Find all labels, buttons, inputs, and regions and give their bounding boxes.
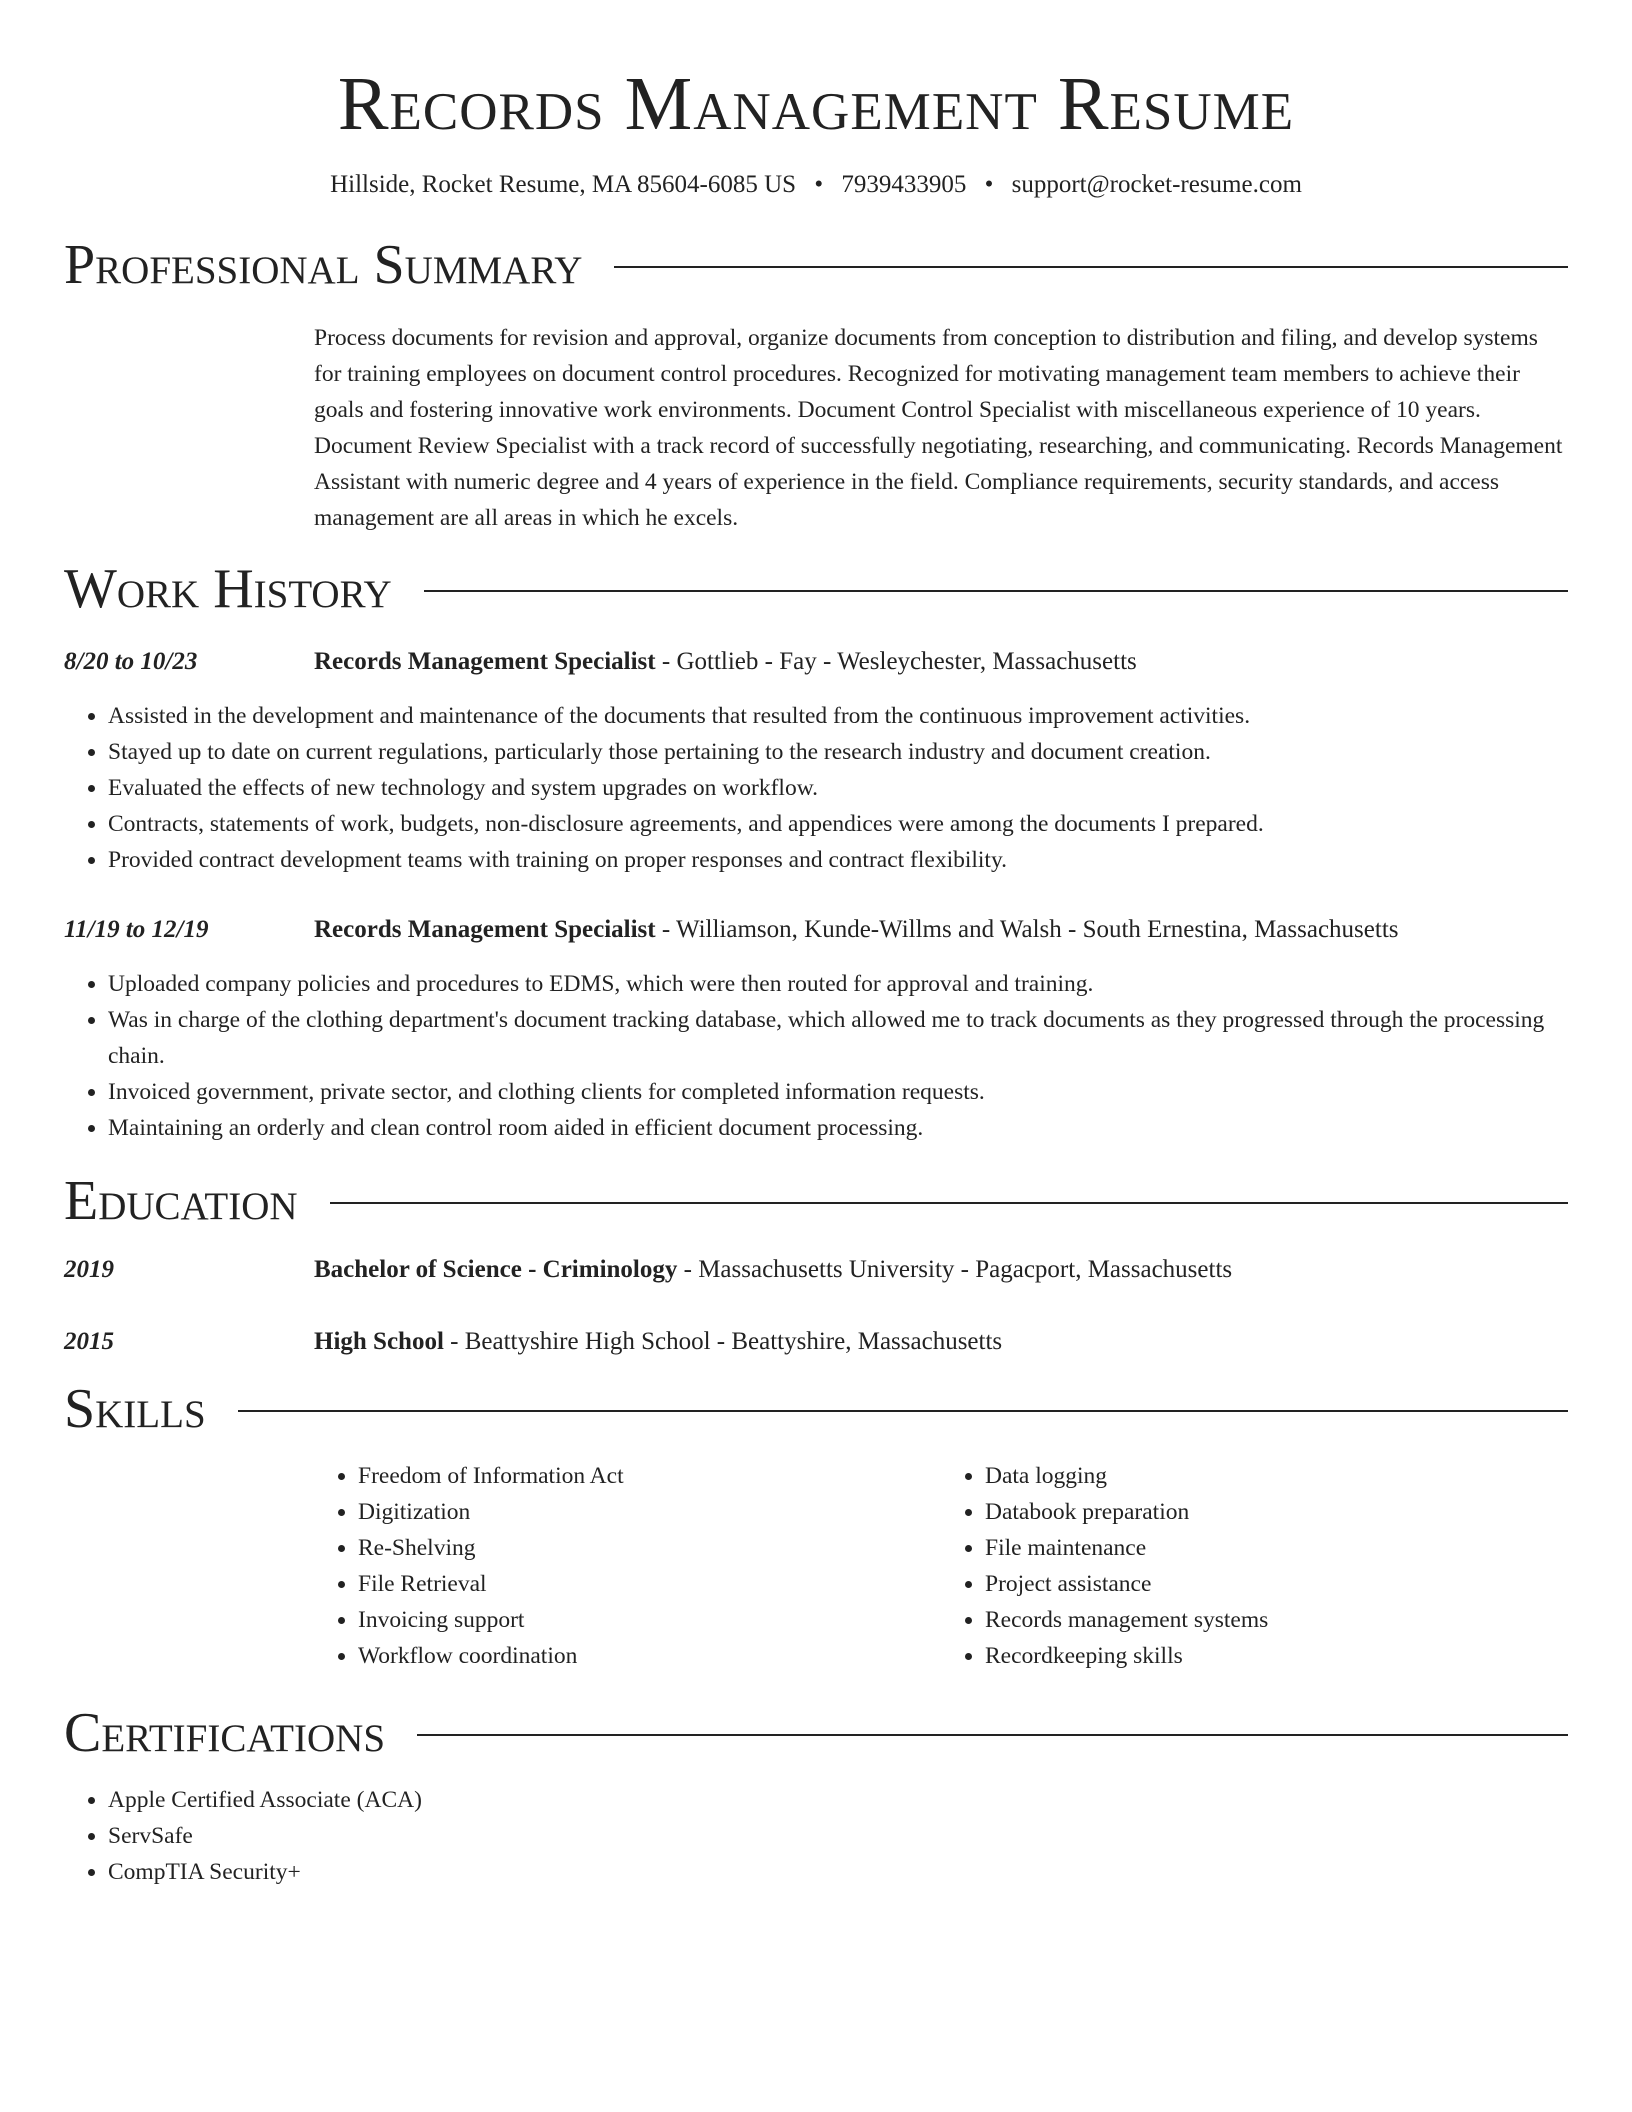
section-education-header xyxy=(64,1168,1568,1234)
list-item: • Stayed up to date on current regulations, particularly those pertaining to the research industry and document creation. xyxy=(108,734,1568,770)
section-heading: Professional Summary xyxy=(64,234,583,296)
skill-item: • Records management systems xyxy=(985,1602,1568,1638)
job-entry xyxy=(64,912,1568,1146)
section-heading: Skills xyxy=(64,1378,206,1440)
skill-item: • Databook preparation xyxy=(985,1494,1568,1530)
section-rule xyxy=(417,1734,1568,1736)
list-item: • Assisted in the development and maintenance of the documents that resulted from the continuous improvement activities. xyxy=(108,698,1568,734)
contact-separator: • xyxy=(984,171,994,198)
skill-item: • Project assistance xyxy=(985,1566,1568,1602)
section-heading: Certifications xyxy=(64,1702,386,1764)
education-entry xyxy=(64,1252,1568,1288)
section-rule xyxy=(424,590,1568,592)
section-rule xyxy=(238,1410,1568,1412)
skill-item: • Invoicing support xyxy=(358,1602,941,1638)
job-role xyxy=(314,912,1399,948)
job-bullets xyxy=(64,966,1568,1146)
section-certifications-header xyxy=(64,1700,1568,1766)
job-title: Records Management Specialist xyxy=(314,916,656,943)
education-degree: Bachelor of Science - Criminology xyxy=(314,1256,678,1283)
certifications-list xyxy=(64,1782,1568,1890)
list-item: • Provided contract development teams with training on proper responses and contract flexibility. xyxy=(108,842,1568,878)
skill-item: • Workflow coordination xyxy=(358,1638,941,1674)
section-heading: Education xyxy=(64,1170,298,1232)
contact-email: support@rocket-resume.com xyxy=(1011,171,1302,198)
list-item: • Evaluated the effects of new technology and system upgrades on workflow. xyxy=(108,770,1568,806)
skill-item: • Data logging xyxy=(985,1458,1568,1494)
job-details: - Gottlieb - Fay - Wesleychester, Massachusetts xyxy=(655,648,1137,675)
resume-title: Records Management Resume xyxy=(337,62,1295,146)
education-entry xyxy=(64,1324,1568,1360)
education-school: - Massachusetts University - Pagacport, Massachusetts xyxy=(677,1256,1233,1283)
section-work-header xyxy=(64,556,1568,622)
job-role xyxy=(314,644,1137,680)
section-summary-header xyxy=(64,232,1568,298)
education-year: 2019 xyxy=(64,1256,114,1283)
job-header xyxy=(64,912,1568,948)
education-detail xyxy=(314,1324,1002,1360)
contact-line xyxy=(64,168,1568,202)
section-rule xyxy=(614,266,1568,268)
education-school: - Beattyshire High School - Beattyshire, Massachusetts xyxy=(443,1328,1003,1355)
list-item: • Uploaded company policies and procedures to EDMS, which were then routed for approval and training. xyxy=(108,966,1568,1002)
list-item: • Invoiced government, private sector, and clothing clients for completed information requests. xyxy=(108,1074,1568,1110)
job-header xyxy=(64,644,1568,680)
education-degree: High School xyxy=(314,1328,444,1355)
skills-grid xyxy=(314,1458,1568,1674)
contact-separator: • xyxy=(814,171,824,198)
skills-list-right xyxy=(941,1458,1568,1674)
contact-address: Hillside, Rocket Resume, MA 85604-6085 US xyxy=(330,171,797,198)
skill-item: • Re-Shelving xyxy=(358,1530,941,1566)
job-entry xyxy=(64,644,1568,878)
summary-text: Process documents for revision and approval, organize documents from conception to distribution and filing, and develop systems for training employees on document control procedures. Recognized for motivating management team members to achieve their goals and fostering innovative work environments. Document Control Specialist with miscellaneous experience of 10 years. Document Review Specialist with a track record of successfully negotiating, researching, and communicating. Records Management Assistant with numeric degree and 4 years of experience in the field. Compliance requirements, security standards, and access management are all areas in which he excels. xyxy=(314,325,1563,531)
education-year: 2015 xyxy=(64,1328,114,1355)
certification-item: • ServSafe xyxy=(108,1818,1568,1854)
certification-item: • CompTIA Security+ xyxy=(108,1854,1568,1890)
section-heading: Work History xyxy=(64,558,392,620)
certification-item: • Apple Certified Associate (ACA) xyxy=(108,1782,1568,1818)
skill-item: • Freedom of Information Act xyxy=(358,1458,941,1494)
job-bullets xyxy=(64,698,1568,878)
job-details: - Williamson, Kunde-Willms and Walsh - South Ernestina, Massachusetts xyxy=(655,916,1399,943)
job-dates: 11/19 to 12/19 xyxy=(64,916,209,943)
skill-item: • Digitization xyxy=(358,1494,941,1530)
skill-item: • Recordkeeping skills xyxy=(985,1638,1568,1674)
section-rule xyxy=(330,1202,1568,1204)
job-title: Records Management Specialist xyxy=(314,648,656,675)
section-skills-header xyxy=(64,1376,1568,1442)
job-dates: 8/20 to 10/23 xyxy=(64,648,198,675)
education-detail xyxy=(314,1252,1232,1288)
list-item: • Contracts, statements of work, budgets, non-disclosure agreements, and appendices were among the documents I prepared. xyxy=(108,806,1568,842)
contact-phone: 7939433905 xyxy=(841,171,967,198)
list-item: • Was in charge of the clothing department's document tracking database, which allowed me to track documents as they progressed through the processing chain. xyxy=(108,1002,1568,1074)
skill-item: • File Retrieval xyxy=(358,1566,941,1602)
skills-list-left xyxy=(314,1458,941,1674)
skill-item: • File maintenance xyxy=(985,1530,1568,1566)
list-item: • Maintaining an orderly and clean control room aided in efficient document processing. xyxy=(108,1110,1568,1146)
